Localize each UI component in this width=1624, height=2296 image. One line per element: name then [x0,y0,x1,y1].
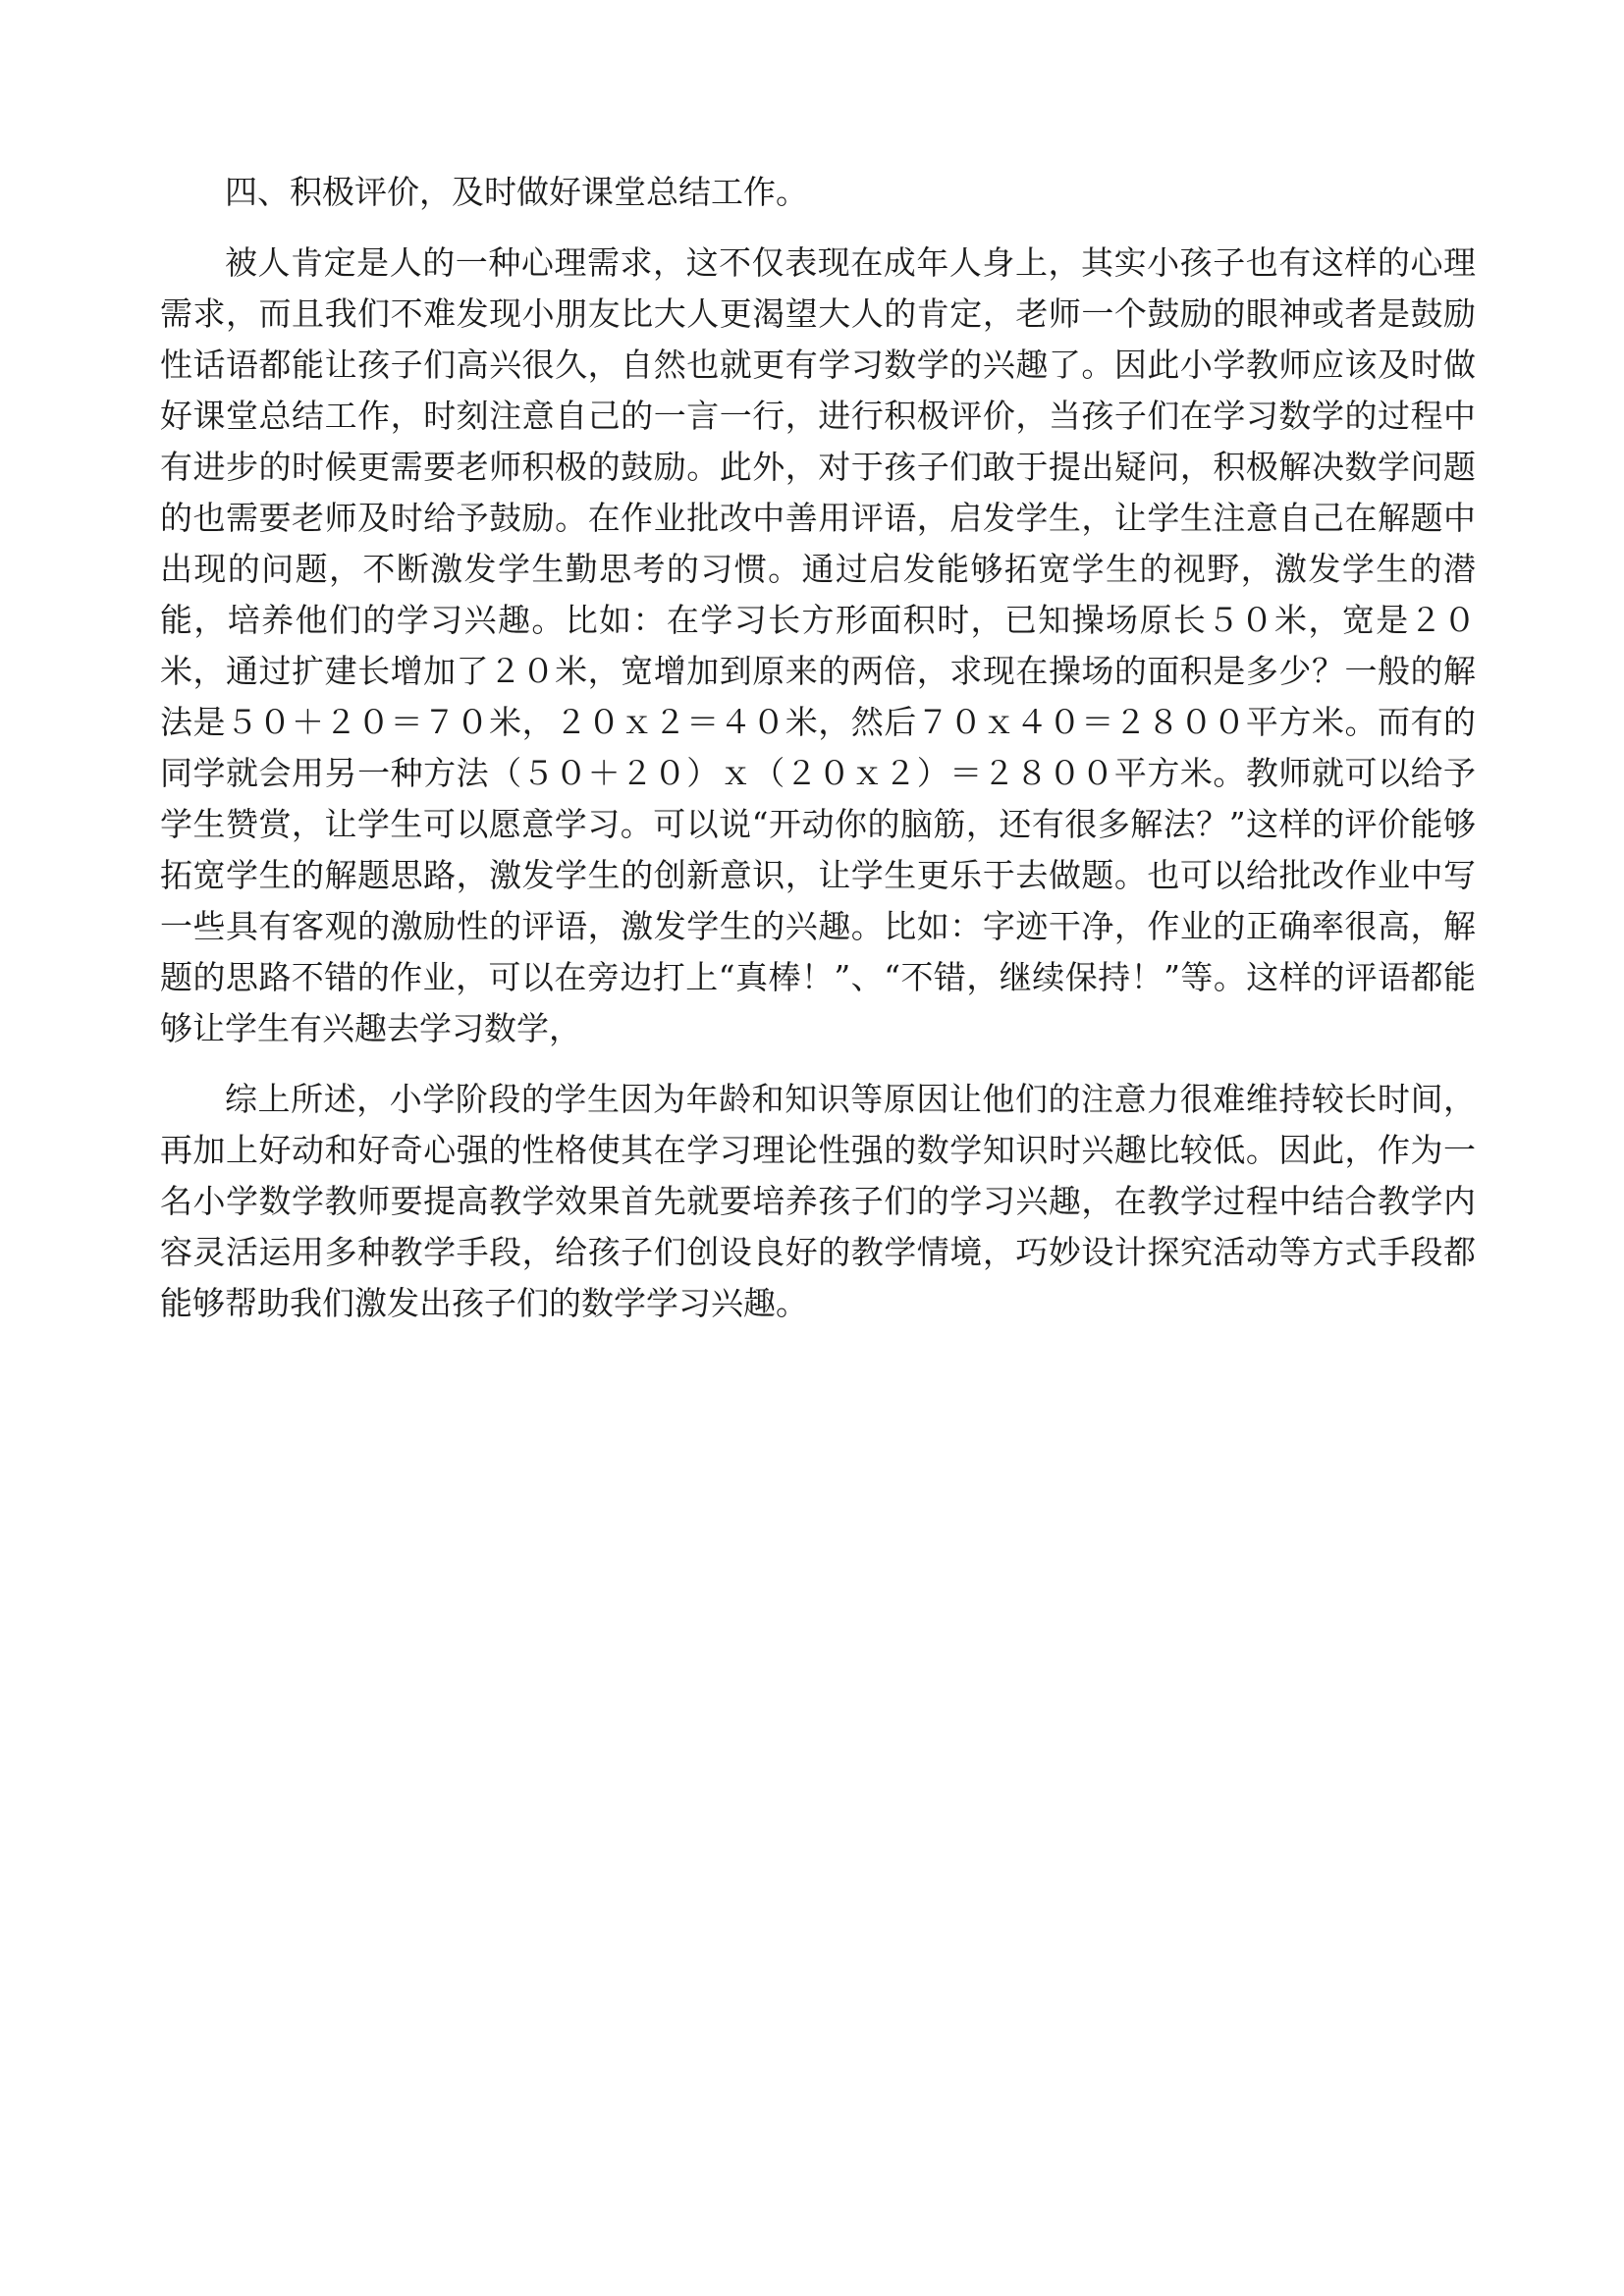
section-heading: 四、积极评价，及时做好课堂总结工作。 [225,173,808,211]
paragraph-evaluation: 被人肯定是人的一种心理需求，这不仅表现在成年人身上，其实小孩子也有这样的心理需求，而且我们不难发现小朋友比大人更渴望大人的肯定，老师一个鼓励的眼神或者是鼓励性话语都能让孩子们高兴很久，自然也就更有学习数学的兴趣了。因此小学教师应该及时做好课堂总结工作，时刻注意自己的一言一行，进行积极评价，当孩子们在学习数学的过程中有进步的时候更需要老师积极的鼓励。此外，对于孩子们敢于提出疑问，积极解决数学问题的也需要老师及时给予鼓励。在作业批改中善用评语，启发学生，让学生注意自己在解题中出现的问题，不断激发学生勤思考的习惯。通过启发能够拓宽学生的视野，激发学生的潜能，培养他们的学习兴趣。比如：在学习长方形面积时，已知操场原长５０米，宽是２０米，通过扩建长增加了２０米，宽增加到原来的两倍，求现在操场的面积是多少？一般的解法是５０＋２０＝７０米，２０ｘ２＝４０米，然后７０ｘ４０＝２８００平方米。而有的同学就会用另一种方法（５０＋２０）ｘ（２０ｘ２）＝２８００平方米。教师就可以给予学生赞赏，让学生可以愿意学习。可以说“开动你的脑筋，还有很多解法？”这样的评价能够拓宽学生的解题思路，激发学生的创新意识，让学生更乐于去做题。也可以给批改作业中写一些具有客观的激励性的评语，激发学生的兴趣。比如：字迹干净，作业的正确率很高，解题的思路不错的作业，可以在旁边打上“真棒！”、“不错，继续保持！”等。这样的评语都能够让学生有兴趣去学习数学， [160,243,1476,1047]
paragraph-conclusion: 综上所述，小学阶段的学生因为年龄和知识等原因让他们的注意力很难维持较长时间，再加上好动和好奇心强的性格使其在学习理论性强的数学知识时兴趣比较低。因此，作为一名小学数学教师要提高教学效果首先就要培养孩子们的学习兴趣，在教学过程中结合教学内容灵活运用多种教学手段，给孩子们创设良好的教学情境，巧妙设计探究活动等方式手段都能够帮助我们激发出孩子们的数学学习兴趣。 [160,1080,1476,1322]
document-body [160,167,1476,1349]
